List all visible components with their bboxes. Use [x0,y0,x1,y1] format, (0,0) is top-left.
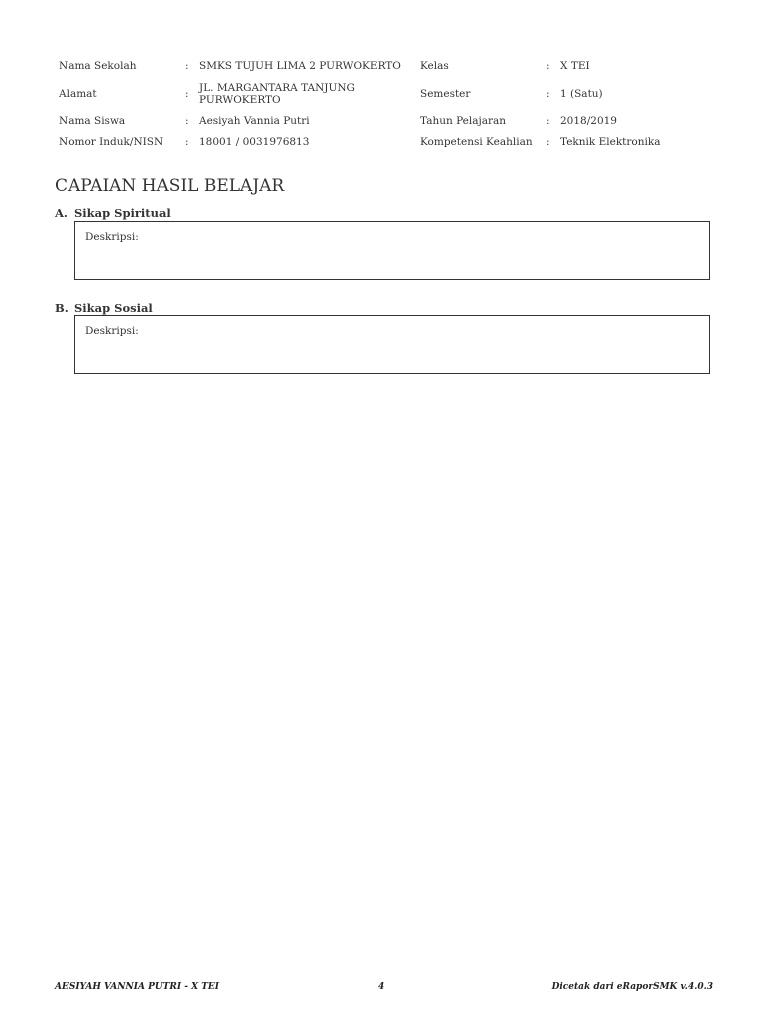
value-student-name: Aesiyah Vannia Putri [199,115,310,127]
footer-page-number: 4 [378,982,385,992]
colon: : [185,115,189,127]
label-expertise: Kompetensi Keahlian [420,135,533,148]
value-academic-year: 2018/2019 [560,115,617,127]
value-address: JL. MARGANTARA TANJUNG PURWOKERTO [199,81,355,106]
info-row-school [55,56,715,76]
subhead-letter: A. [55,206,68,220]
colon: : [185,60,189,72]
description-label: Deskripsi: [85,325,139,337]
label-semester: Semester [420,87,471,100]
description-label: Deskripsi: [85,231,139,243]
label-student-name: Nama Siswa [59,115,126,127]
spiritual-description-box [74,221,710,280]
colon: : [546,60,550,72]
colon: : [546,135,550,148]
label-class: Kelas [420,60,449,72]
value-expertise: Teknik Elektronika [560,135,661,148]
footer-printed-by: Dicetak dari eRaporSMK v.4.0.3 [551,982,713,992]
subhead-spiritual [55,206,171,220]
value-class: X TEI [560,60,590,72]
subhead-title: Sikap Sosial [74,301,153,315]
colon: : [546,115,550,127]
value-school-name: SMKS TUJUH LIMA 2 PURWOKERTO [199,60,401,72]
info-row-address [55,76,715,111]
colon: : [185,87,189,100]
label-nisn: Nomor Induk/NISN [59,135,164,148]
value-nisn: 18001 / 0031976813 [199,135,310,148]
colon: : [546,87,550,100]
subhead-title: Sikap Spiritual [74,206,171,220]
label-school-name: Nama Sekolah [59,60,137,72]
subhead-letter: B. [55,301,69,315]
social-description-box [74,315,710,374]
colon: : [185,135,189,148]
info-row-student [55,111,715,131]
section-title: CAPAIAN HASIL BELAJAR [55,176,285,196]
student-info-table [55,56,715,152]
footer-student-class: AESIYAH VANNIA PUTRI - X TEI [55,982,219,992]
info-row-nisn [55,131,715,152]
label-address: Alamat [59,87,97,100]
label-academic-year: Tahun Pelajaran [420,115,507,127]
value-semester: 1 (Satu) [560,87,603,100]
subhead-social [55,301,153,315]
